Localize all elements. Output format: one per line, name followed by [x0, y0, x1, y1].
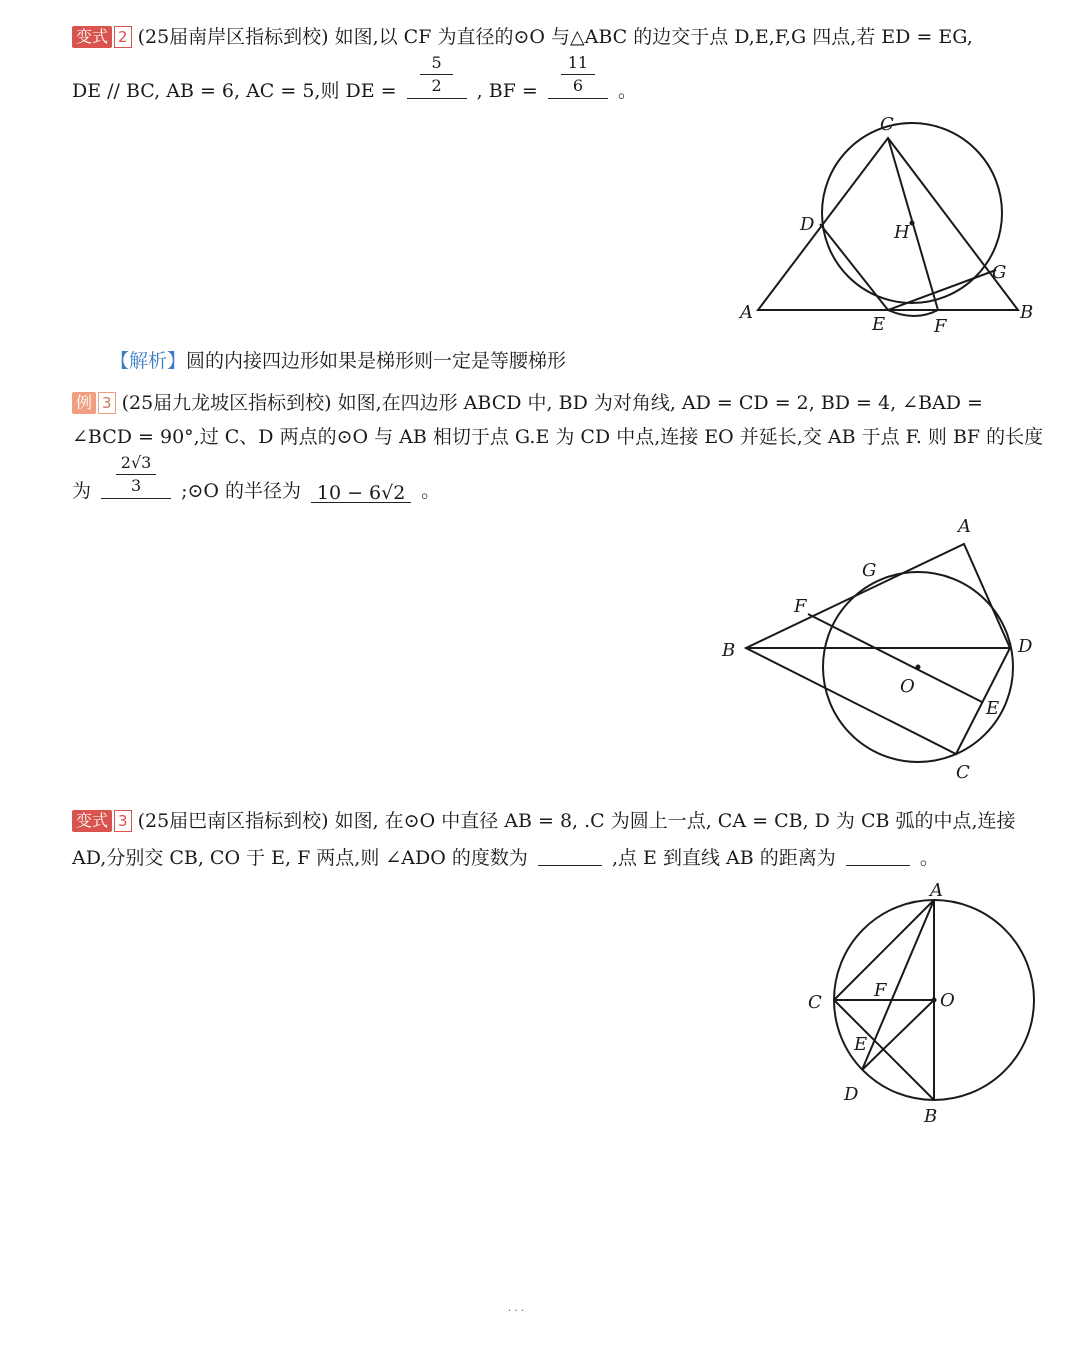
answer-bf-length: $\frac{2√3}{3}$: [101, 476, 171, 499]
problem1-line2: [72, 53, 637, 104]
svg-text:A: A: [930, 880, 943, 901]
problem3-line1: [72, 808, 1016, 834]
svg-text:A: A: [740, 302, 753, 323]
svg-text:C: C: [880, 114, 894, 135]
svg-text:B: B: [924, 1106, 938, 1127]
svg-text:B: B: [722, 640, 736, 661]
svg-text:E: E: [854, 1034, 868, 1055]
problem3-text1: (25届巴南区指标到校) 如图, 在⊙O 中直径 AB = 8, .C 为圆上一点, CA = CB, D 为 CB 弧的中点,连接: [137, 810, 1016, 832]
svg-text:E: E: [872, 314, 886, 335]
analysis-tag: 【解析】: [110, 350, 187, 372]
svg-text:E: E: [986, 698, 1000, 719]
problem2-line2: [72, 424, 1043, 450]
svg-text:F: F: [794, 596, 807, 617]
footer-dots: · · ·: [508, 1306, 524, 1317]
problem-number: 3: [98, 392, 116, 414]
problem1-text2: DE // BC, AB = 6, AC = 5,则 DE =: [72, 80, 397, 102]
svg-text:G: G: [992, 262, 1007, 283]
example-tag: 例: [72, 392, 96, 414]
analysis: [110, 348, 566, 374]
problem2-line1: [72, 390, 983, 416]
problem-number: 2: [114, 26, 132, 48]
answer-de: $\frac{5}{2}$: [407, 76, 467, 99]
answer-blank-distance[interactable]: [846, 843, 910, 866]
problem2-text2: ∠BCD = 90°,过 C、D 两点的⊙O 与 AB 相切于点 G.E 为 CD 中点,连接 EO 并延长,交 AB 于点 F. 则 BF 的长度: [72, 426, 1044, 448]
figure-3: [800, 880, 1050, 1130]
svg-text:O: O: [900, 676, 915, 697]
problem3-line2: AD,分别交 CB, CO 于 E, F 两点,则 ∠ADO 的度数为 ,点 E 到直线 AB 的距离为 。: [72, 843, 939, 871]
svg-text:H: H: [894, 222, 910, 243]
svg-text:D: D: [1018, 636, 1033, 657]
svg-text:D: D: [844, 1084, 859, 1105]
problem1-end: 。: [617, 80, 637, 102]
svg-text:B: B: [1020, 302, 1034, 323]
svg-text:A: A: [958, 516, 971, 537]
problem-number: 3: [114, 810, 132, 832]
svg-text:G: G: [862, 560, 877, 581]
problem1-text1: (25届南岸区指标到校) 如图,以 CF 为直径的⊙O 与△ABC 的边交于点 D,E,F,G 四点,若 ED = EG,: [137, 26, 973, 48]
svg-text:C: C: [956, 762, 970, 783]
svg-text:F: F: [874, 980, 887, 1001]
answer-blank-angle[interactable]: [538, 843, 602, 866]
figure-1: [730, 110, 1050, 340]
svg-text:O: O: [940, 990, 955, 1011]
variant-tag: 变式: [72, 810, 112, 832]
problem2-text1: (25届九龙坡区指标到校) 如图,在四边形 ABCD 中, BD 为对角线, AD = CD = 2, BD = 4, ∠BAD =: [121, 392, 983, 414]
answer-radius: 10 − 6√2: [311, 480, 411, 503]
analysis-text: 圆的内接四边形如果是梯形则一定是等腰梯形: [186, 350, 567, 372]
svg-text:F: F: [934, 316, 947, 337]
variant-tag: 变式: [72, 26, 112, 48]
problem2-line3: 为 $\frac{2√3}{3}$ ;⊙O 的半径为 10 − 6√2 。: [72, 453, 441, 504]
figure-2: [710, 510, 1050, 785]
svg-text:C: C: [808, 992, 822, 1013]
problem1-text3: , BF =: [476, 80, 538, 102]
answer-bf: $\frac{11}{6}$: [548, 76, 608, 99]
svg-text:D: D: [800, 214, 815, 235]
problem1-line1: [72, 24, 973, 50]
